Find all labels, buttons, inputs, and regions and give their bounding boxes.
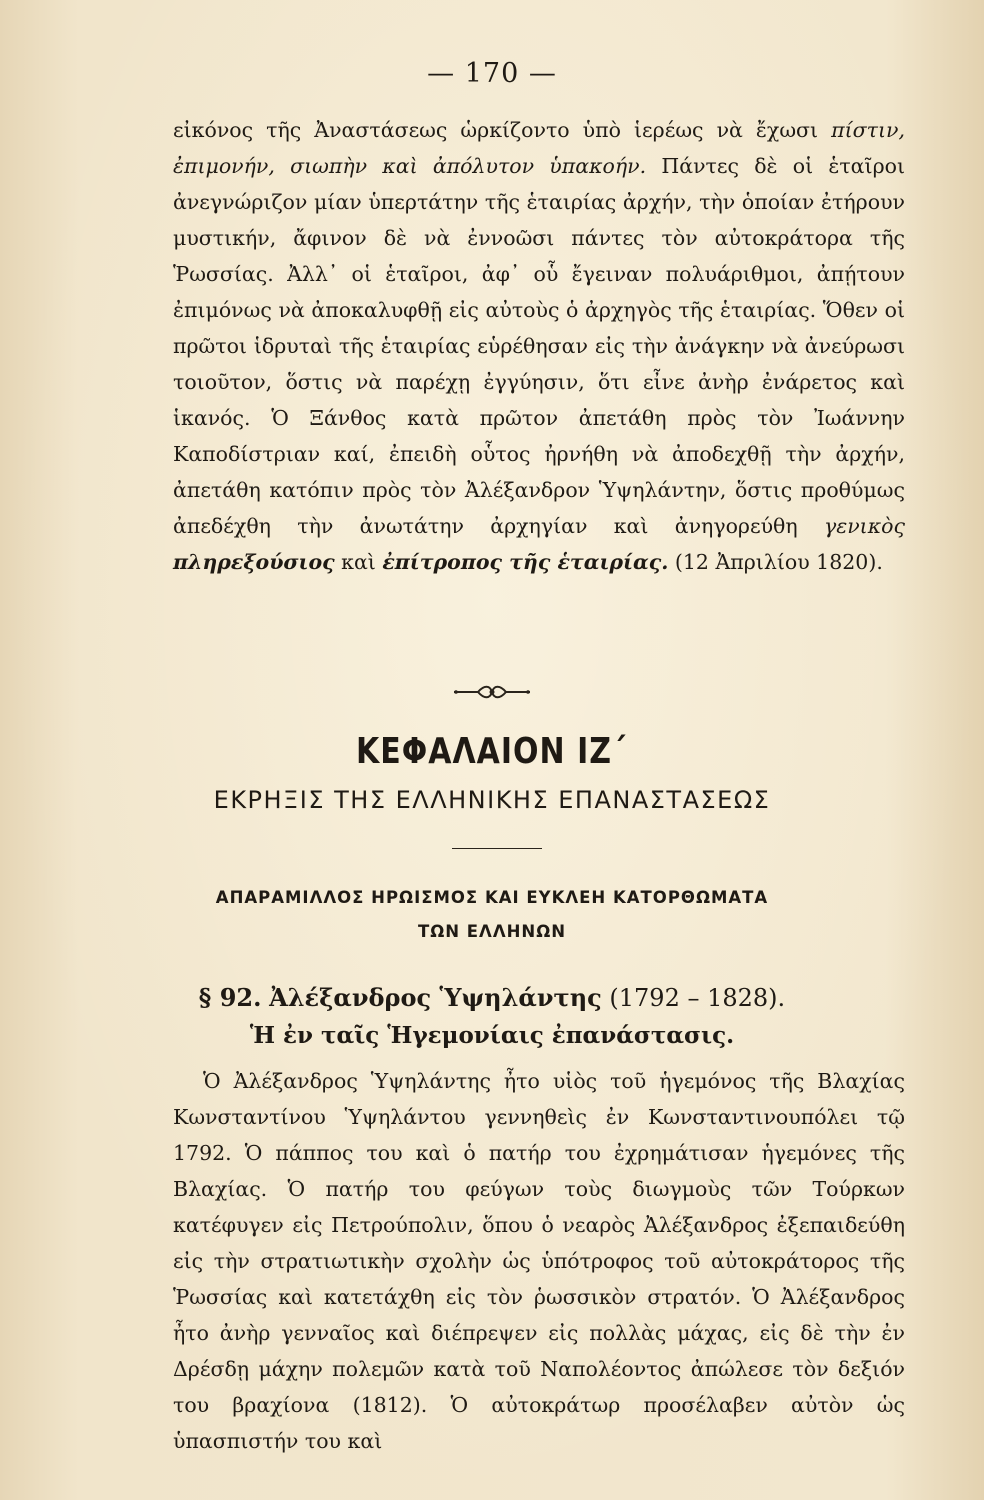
chapter-title: ΚΕΦΑΛΑΙΟΝ ΙΖ´ <box>355 730 629 773</box>
bold-italic-plenipotentiary: πληρεξούσιος <box>173 550 335 574</box>
chapter-subtitle: ΕΚΡΗΞΙΣ ΤΗΣ ΕΛΛΗΝΙΚΗΣ ΕΠΑΝΑΣΤΑΣΕΩΣ <box>213 786 771 814</box>
section-number: § 92. <box>198 983 262 1012</box>
paragraph-oath <box>173 112 905 580</box>
section-name: Ἀλέξανδρος Ὑψηλάντης <box>269 983 602 1012</box>
chapter-heading-line-2: ΤΩΝ ΕΛΛΗΝΩΝ <box>417 922 567 941</box>
page-number: — 170 — <box>427 58 557 89</box>
paragraph-text: Πάντες δὲ οἱ ἑταῖροι ἀνεγνώριζον μίαν ὑπερτάτην τῆς ἑταιρίας ἀρχήν, τὴν ὁποίαν ἐτήρουν μυστικήν, ἄφινον δὲ νὰ ἐννοῶσι πάντες τὸν αὐτοκράτορα τῆς Ῥωσσίας. Ἀλλ᾽ οἱ ἑταῖροι, ἀφ᾽ οὗ ἔγειναν πολυάριθμοι, ἀπῄτουν ἐπιμόνως νὰ ἀποκαλυφθῇ εἰς αὐτοὺς ὁ ἀρχηγὸς τῆς ἑταιρίας. Ὅθεν οἱ πρῶτοι ἱδρυταὶ τῆς ἑταιρίας εὑρέθησαν εἰς τὴν ἀνάγκην νὰ ἀνεύρωσι τοιοῦτον, ὅστις νὰ παρέχῃ ἐγγύησιν, ὅτι εἶνε ἀνὴρ ἐνάρετος καὶ ἱκανός. Ὁ Ξάνθος κατὰ πρῶτον ἀπετάθη πρὸς τὸν Ἰωάννην Καποδίστριαν καί, ἐπειδὴ οὗτος ἠρνήθη νὰ ἀποδεχθῇ τὴν ἀρχήν, ἀπετάθη κατόπιν πρὸς τὸν Ἀλέξανδρον Ὑψηλάντην, ὅστις προθύμως ἀπεδέχθη τὴν ἀνωτάτην ἀρχηγίαν καὶ ἀνηγορεύθη <box>173 154 905 538</box>
bold-italic-commissioner: ἐπίτροπος τῆς ἑταιρίας. <box>382 550 669 574</box>
paragraph-text: Ὁ Ἀλέξανδρος Ὑψηλάντης ἦτο υἱὸς τοῦ ἡγεμόνος τῆς Βλαχίας Κωνσταντίνου Ὑψηλάντου γεννηθεὶς ἐν Κωνσταντινουπόλει τῷ 1792. Ὁ πάππος του καὶ ὁ πατήρ του ἐχρημάτισαν ἡγεμόνες τῆς Βλαχίας. Ὁ πατήρ του φεύγων τοὺς διωγμοὺς τῶν Τούρκων κατέφυγεν εἰς Πετρούπολιν, ὅπου ὁ νεαρὸς Ἀλέξανδρος ἐξεπαιδεύθη εἰς τὴν στρατιωτικὴν σχολὴν ὡς ὑπότροφος τοῦ αὐτοκράτορος τῆς Ῥωσσίας καὶ κατετάχθη εἰς τὸν ῥωσσικὸν στρατόν. Ὁ Ἀλέξανδρος ἦτο ἀνὴρ γενναῖος καὶ διέπρεψεν εἰς πολλὰς μάχας, εἰς δὲ τὴν ἐν Δρέσδῃ μάχην πολεμῶν κατὰ τοῦ Ναπολέοντος ἀπώλεσε τὸν δεξιόν του βραχίονα (1812). Ὁ αὐτοκράτωρ προσέλαβεν αὐτὸν ὡς ὑπασπιστήν του καὶ <box>173 1069 905 1453</box>
chapter-heading-line-1: ΑΠΑΡΑΜΙΛΛΟΣ ΗΡΩΙΣΜΟΣ ΚΑΙ ΕΥΚΛΕΗ ΚΑΤΟΡΘΩΜΑΤΑ <box>215 888 769 907</box>
divider-rule <box>452 848 542 849</box>
section-years: (1792 – 1828). <box>609 984 786 1012</box>
paragraph-text: εἰκόνος τῆς Ἀναστάσεως ὡρκίζοντο ὑπὸ ἱερέως νὰ ἔχωσι <box>173 118 832 142</box>
section-title <box>0 983 984 1012</box>
paragraph-ypsilantis <box>173 1063 905 1459</box>
paragraph-text: καὶ <box>334 550 383 574</box>
section-subtitle: Ἡ ἐν ταῖς Ἡγεμονίαις ἐπανάστασις. <box>249 1022 735 1049</box>
italic-word-general: γενικὸς <box>823 514 905 538</box>
flourish-divider-icon <box>0 682 984 702</box>
italic-phrase-oath-virtues: πίστιν, ἐπιμονήν, σιωπὴν καὶ ἀπόλυτον ὑπακοήν. <box>173 118 905 178</box>
paragraph-text: (12 Ἀπριλίου 1820). <box>668 550 883 574</box>
